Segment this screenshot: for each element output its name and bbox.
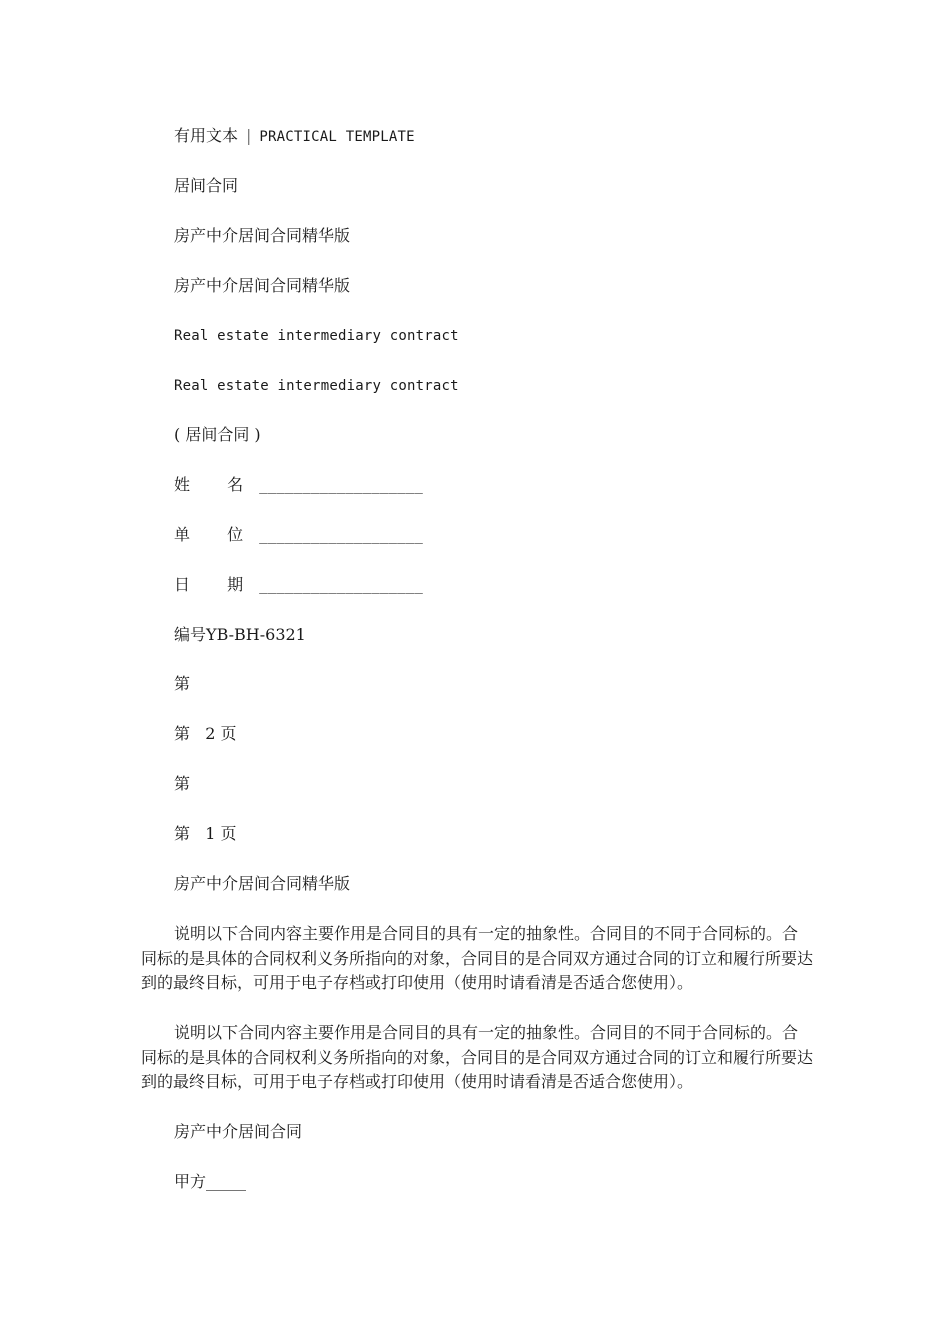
title-en-2: Real estate intermediary contract xyxy=(174,378,459,394)
body-title: 房产中介居间合同精华版 xyxy=(174,874,351,893)
name-label: 姓 名 xyxy=(174,475,260,494)
serial-number xyxy=(174,625,306,645)
unit-blank: ___________________ xyxy=(259,528,424,544)
page-marker-di-a: 第 xyxy=(174,674,191,693)
date-label: 日 期 xyxy=(174,575,260,594)
description-paragraph-2: 说明以下合同内容主要作用是合同目的具有一定的抽象性。合同目的不同于合同标的。合同标的是具体的合同权利义务所指向的对象，合同目的是合同双方通过合同的订立和履行所要达到的最终目标，可用于电子存档或打印使用（使用时请看清是否适合您使用）。 xyxy=(141,1023,814,1091)
header-separator: | xyxy=(246,126,252,145)
category-label: 居间合同 xyxy=(174,176,239,195)
name-blank: ___________________ xyxy=(259,478,424,494)
header-right: PRACTICAL TEMPLATE xyxy=(259,129,415,145)
title-en-1: Real estate intermediary contract xyxy=(174,328,459,344)
title-cn-1: 房产中介居间合同精华版 xyxy=(174,226,351,245)
name-field xyxy=(174,475,423,496)
page-marker-2: 第 2 页 xyxy=(174,724,237,743)
page-header xyxy=(174,126,415,147)
serial-text: 编号YB-BH-6321 xyxy=(174,625,306,644)
unit-field xyxy=(174,525,423,546)
description-paragraph-1: 说明以下合同内容主要作用是合同目的具有一定的抽象性。合同目的不同于合同标的。合同标的是具体的合同权利义务所指向的对象，合同目的是合同双方通过合同的订立和履行所要达到的最终目标，可用于电子存档或打印使用（使用时请看清是否适合您使用）。 xyxy=(141,924,814,992)
unit-label: 单 位 xyxy=(174,525,260,544)
header-left: 有用文本 xyxy=(174,126,239,145)
page-marker-di-b: 第 xyxy=(174,774,191,793)
date-blank: ___________________ xyxy=(259,578,424,594)
party-a-field: 甲方_____ xyxy=(174,1172,247,1191)
contract-title: 房产中介居间合同 xyxy=(174,1122,303,1141)
category-paren: ( 居间合同 ) xyxy=(174,425,261,444)
page-marker-1: 第 1 页 xyxy=(174,824,237,843)
title-cn-2: 房产中介居间合同精华版 xyxy=(174,276,351,295)
date-field xyxy=(174,575,423,596)
